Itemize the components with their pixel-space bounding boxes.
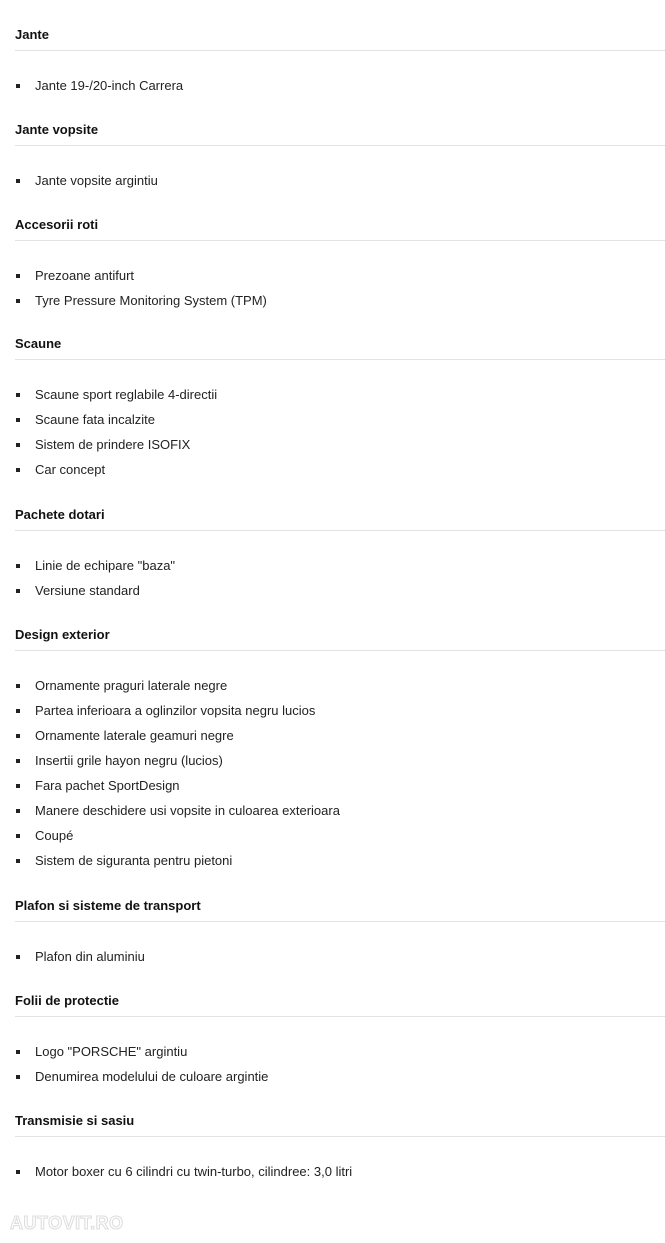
square-bullet-icon — [16, 1075, 20, 1079]
square-bullet-icon — [16, 1050, 20, 1054]
list-item-label: Scaune sport reglabile 4-directii — [35, 387, 218, 402]
section-title: Accesorii roti — [15, 217, 99, 232]
list-item-label: Coupé — [35, 828, 74, 843]
list-item-label: Denumirea modelului de culoare argintie — [35, 1069, 269, 1084]
section-divider — [15, 1136, 665, 1137]
section-title: Transmisie si sasiu — [15, 1113, 135, 1128]
square-bullet-icon — [16, 468, 20, 472]
list-item-label: Sistem de siguranta pentru pietoni — [35, 853, 233, 868]
square-bullet-icon — [16, 834, 20, 838]
section-title: Folii de protectie — [15, 993, 120, 1008]
list-item-label: Scaune fata incalzite — [35, 412, 155, 427]
list-item-label: Prezoane antifurt — [35, 268, 135, 283]
watermark-logo: AUTOVIT.RO — [10, 1213, 124, 1233]
list-item-label: Car concept — [35, 462, 106, 477]
section-divider — [15, 359, 665, 360]
section-title: Jante vopsite — [15, 122, 99, 137]
list-item-label: Tyre Pressure Monitoring System (TPM) — [35, 293, 267, 308]
section-title: Jante — [15, 27, 49, 42]
list-item-label: Manere deschidere usi vopsite in culoarea exterioara — [35, 803, 340, 818]
list-item-label: Partea inferioara a oglinzilor vopsita negru lucios — [35, 703, 316, 718]
square-bullet-icon — [16, 809, 20, 813]
section-title: Plafon si sisteme de transport — [15, 898, 201, 913]
square-bullet-icon — [16, 564, 20, 568]
square-bullet-icon — [16, 684, 20, 688]
list-item-label: Ornamente praguri laterale negre — [35, 678, 228, 693]
list-item-label: Insertii grile hayon negru (lucios) — [35, 753, 223, 768]
list-item-label: Versiune standard — [35, 583, 140, 598]
square-bullet-icon — [16, 955, 20, 959]
square-bullet-icon — [16, 274, 20, 278]
square-bullet-icon — [16, 734, 20, 738]
list-item-label: Motor boxer cu 6 cilindri cu twin-turbo, cilindree: 3,0 litri — [35, 1164, 353, 1179]
square-bullet-icon — [16, 1170, 20, 1174]
list-item-label: Plafon din aluminiu — [35, 949, 145, 964]
square-bullet-icon — [16, 84, 20, 88]
list-item-label: Fara pachet SportDesign — [35, 778, 180, 793]
list-item-label: Sistem de prindere ISOFIX — [35, 437, 191, 452]
square-bullet-icon — [16, 443, 20, 447]
list-item-label: Logo "PORSCHE" argintiu — [35, 1044, 188, 1059]
section-title: Pachete dotari — [15, 507, 105, 522]
square-bullet-icon — [16, 709, 20, 713]
list-item-label: Jante vopsite argintiu — [35, 173, 158, 188]
square-bullet-icon — [16, 784, 20, 788]
list-item-label: Ornamente laterale geamuri negre — [35, 728, 234, 743]
square-bullet-icon — [16, 759, 20, 763]
section-divider — [15, 240, 665, 241]
section-divider — [15, 921, 665, 922]
square-bullet-icon — [16, 859, 20, 863]
section-divider — [15, 530, 665, 531]
section-divider — [15, 50, 665, 51]
square-bullet-icon — [16, 299, 20, 303]
section-title: Design exterior — [15, 627, 110, 642]
list-item-label: Linie de echipare "baza" — [35, 558, 176, 573]
square-bullet-icon — [16, 589, 20, 593]
section-title: Scaune — [15, 336, 62, 351]
section-divider — [15, 1016, 665, 1017]
square-bullet-icon — [16, 179, 20, 183]
list-item-label: Jante 19-/20-inch Carrera — [35, 78, 184, 93]
square-bullet-icon — [16, 393, 20, 397]
section-divider — [15, 650, 665, 651]
square-bullet-icon — [16, 418, 20, 422]
section-divider — [15, 145, 665, 146]
